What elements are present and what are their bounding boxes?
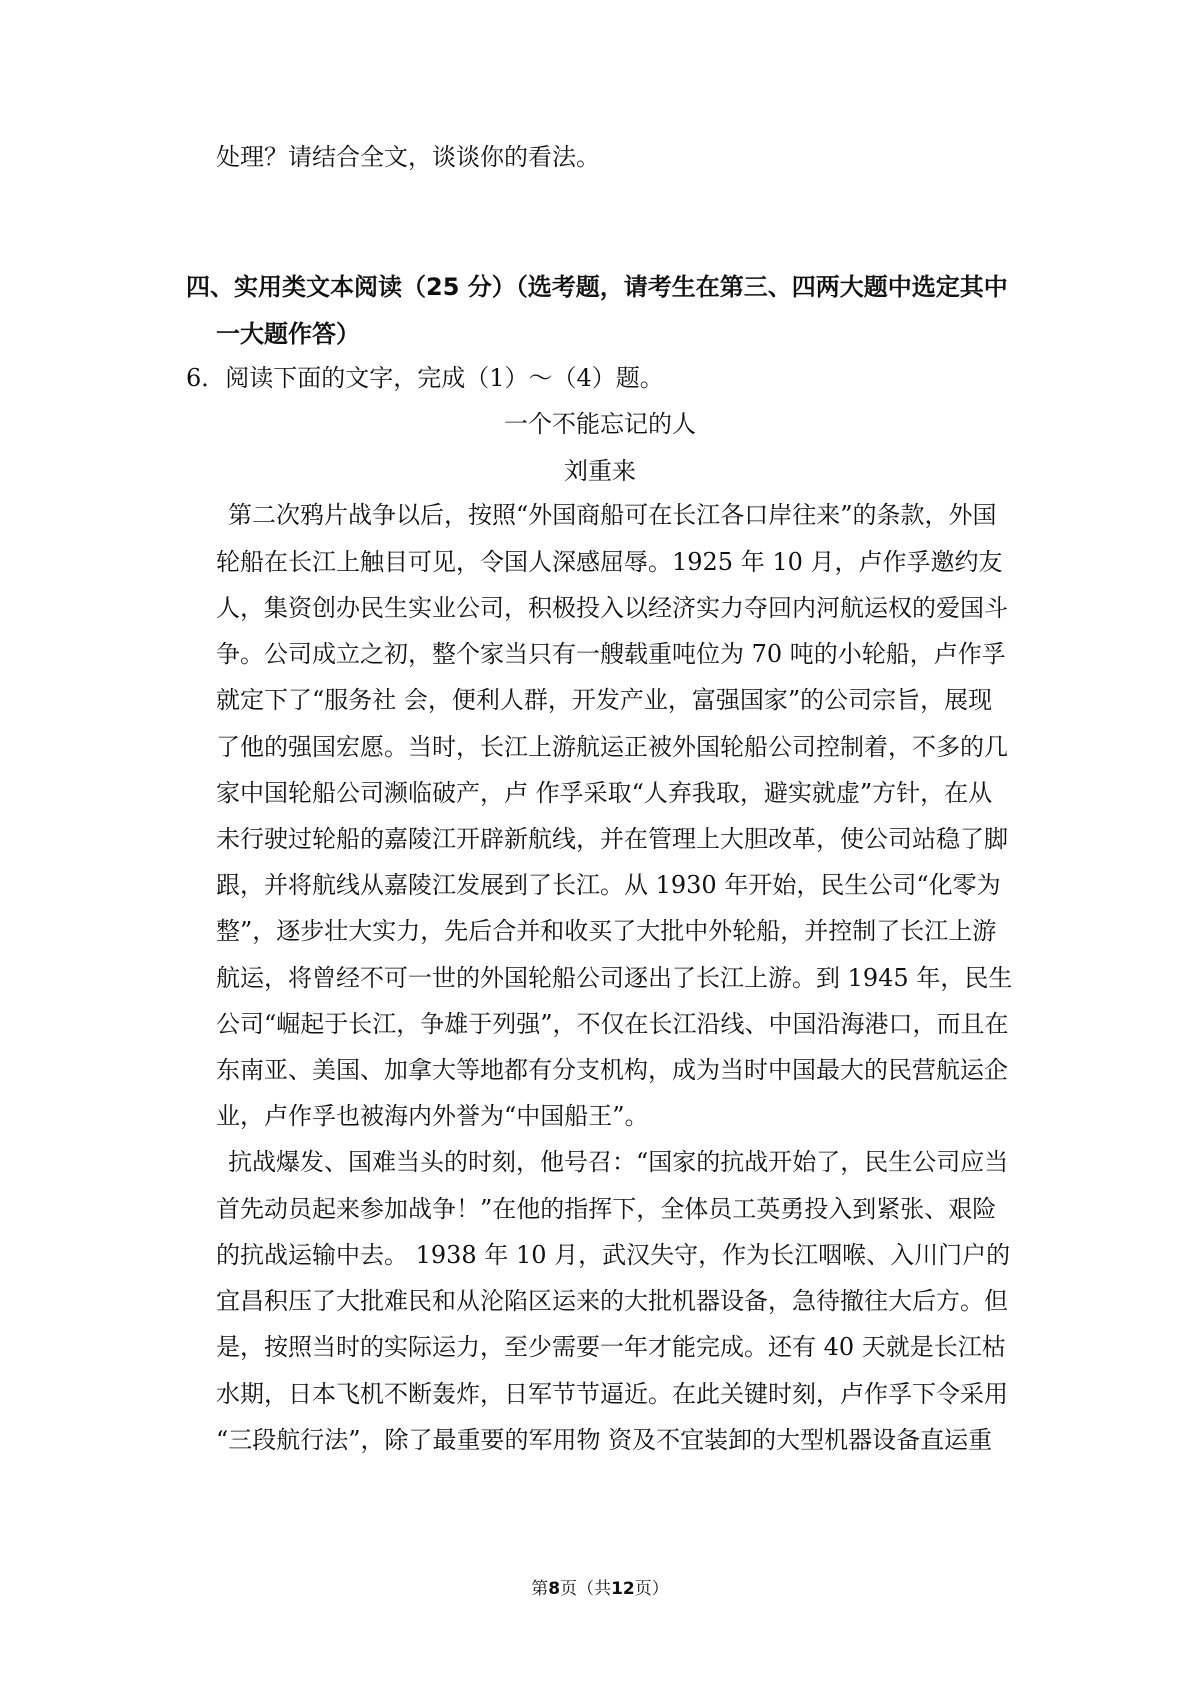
footer-page-total: 12 <box>611 1579 635 1599</box>
article-line: 业，卢作孚也被海内外誉为“中国船王”。 <box>216 1102 649 1130</box>
article-line: 争。公司成立之初，整个家当只有一艘载重吨位为 70 吨的小轮船，卢作孚 <box>216 640 1006 668</box>
article-line: 公司“崛起于长江，争雄于列强”，不仅在长江沿线、中国沿海港口，而且在 <box>216 1010 1009 1038</box>
article-line: 了他的强国宏愿。当时，长江上游航运正被外国轮船公司控制着，不多的几 <box>216 733 1008 761</box>
article-title: 一个不能忘记的人 <box>504 410 696 438</box>
footer-middle: 页（共 <box>560 1579 612 1599</box>
article-line: 宜昌积压了大批难民和从沦陷区运来的大批机器设备，急待撤往大后方。但 <box>216 1287 1008 1315</box>
article-line: 是，按照当时的实际运力，至少需要一年才能完成。还有 40 天就是长江枯 <box>216 1333 1006 1361</box>
article-line: 整”，逐步壮大实力，先后合并和收买了大批中外轮船，并控制了长江上游 <box>216 917 997 945</box>
article-line: 就定下了“服务社 会，便利人群，开发产业，富强国家”的公司宗旨，展现 <box>216 686 993 714</box>
article-line: 东南亚、美国、加拿大等地都有分支机构，成为当时中国最大的民营航运企 <box>216 1056 1008 1084</box>
article-line: “三段航行法”，除了最重要的军用物 资及不宜装卸的大型机器设备直运重 <box>216 1426 993 1454</box>
article-line: 家中国轮船公司濒临破产，卢 作孚采取“人弃我取，避实就虚”方针，在从 <box>216 779 993 807</box>
section-heading-line-2: 一大题作答） <box>216 320 360 348</box>
footer-prefix: 第 <box>531 1579 549 1599</box>
article-line: 跟，并将航线从嘉陵江发展到了长江。从 1930 年开始，民生公司“化零为 <box>216 871 1001 899</box>
footer-suffix: 页） <box>634 1579 669 1599</box>
footer-page-number: 8 <box>548 1579 561 1599</box>
article-line: 人，集资创办民生实业公司，积极投入以经济实力夺回内河航运权的爱国斗 <box>216 594 1008 622</box>
article-line: 抗战爆发、国难当头的时刻，他号召：“国家的抗战开始了，民生公司应当 <box>228 1148 1009 1176</box>
page-footer <box>0 1578 1200 1600</box>
section-heading-line-1: 四、实用类文本阅读（25 分）（选考题，请考生在第三、四两大题中选定其中 <box>186 273 1008 301</box>
continuation-text: 处理？请结合全文，谈谈你的看法。 <box>216 143 600 171</box>
article-line: 轮船在长江上触目可见，令国人深感屈辱。1925 年 10 月，卢作孚邀约友 <box>216 548 1003 576</box>
question-prompt: 6．阅读下面的文字，完成（1）～（4）题。 <box>186 364 664 392</box>
article-line: 的抗战运输中去。 1938 年 10 月，武汉失守，作为长江咽喉、入川门户的 <box>216 1241 1011 1269</box>
article-line: 首先动员起来参加战争！”在他的指挥下，全体员工英勇投入到紧张、艰险 <box>216 1195 997 1223</box>
article-author: 刘重来 <box>564 457 636 485</box>
article-line: 航运，将曾经不可一世的外国轮船公司逐出了长江上游。到 1945 年，民生 <box>216 964 1013 992</box>
article-line: 未行驶过轮船的嘉陵江开辟新航线，并在管理上大胆改革，使公司站稳了脚 <box>216 825 1008 853</box>
article-line: 水期，日本飞机不断轰炸，日军节节逼近。在此关键时刻，卢作孚下令采用 <box>216 1380 1008 1408</box>
article-line: 第二次鸦片战争以后，按照“外国商船可在长江各口岸往来”的条款，外国 <box>228 501 997 529</box>
